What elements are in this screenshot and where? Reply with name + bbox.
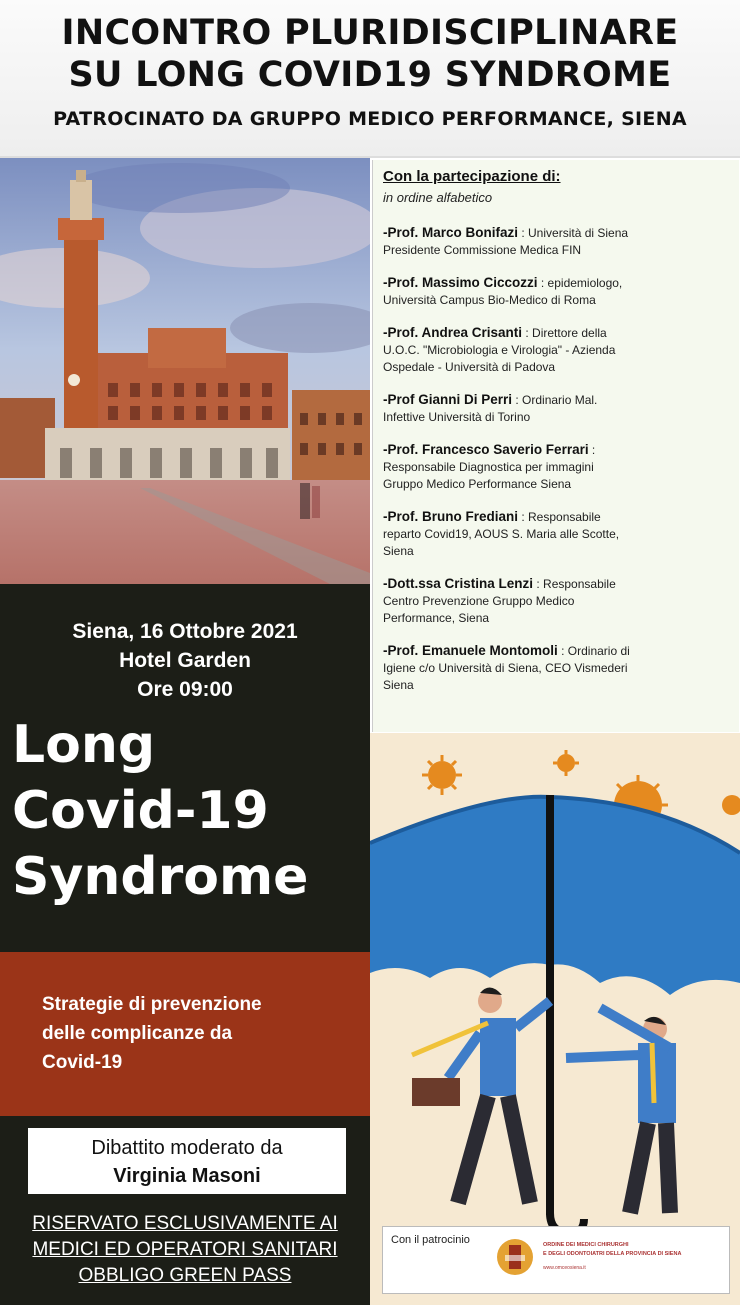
speakers-heading: Con la partecipazione di: xyxy=(383,168,561,185)
event-info xyxy=(0,617,370,704)
speaker-role: : Ordinario Mal. xyxy=(512,393,598,407)
speaker-role: : Responsabile xyxy=(533,577,616,591)
speaker-name: -Prof. Massimo Ciccozzi xyxy=(383,275,538,290)
siena-piazza-photo xyxy=(0,158,370,584)
banner-line-1: Strategie di prevenzione xyxy=(42,994,262,1015)
speaker-role: : Università di Siena xyxy=(518,226,629,240)
speaker-item xyxy=(383,441,733,493)
patronage-label: Con il patrocinio xyxy=(391,1234,470,1246)
speaker-item xyxy=(383,324,733,376)
main-title-line-3: Syndrome xyxy=(12,847,309,907)
speaker-item xyxy=(383,642,733,694)
speaker-item xyxy=(383,274,733,309)
speaker-item xyxy=(383,391,733,426)
speaker-name: -Prof. Andrea Crisanti xyxy=(383,325,523,340)
speaker-role: Igiene c/o Università di Siena, CEO Vismederi xyxy=(383,661,628,675)
speaker-role: Responsabile Diagnostica per immagini xyxy=(383,460,594,474)
speaker-role: : xyxy=(588,443,596,457)
speaker-name: -Prof. Francesco Saverio Ferrari xyxy=(383,442,589,457)
notice-line-1: RISERVATO ESCLUSIVAMENTE AI xyxy=(32,1213,338,1234)
moderator-name: Virginia Masoni xyxy=(113,1165,261,1187)
title-line-2: SU LONG COVID19 SYNDROME xyxy=(68,55,672,95)
patronage-org-line-2: E DEGLI ODONTOIATRI DELLA PROVINCIA DI SIENA xyxy=(543,1251,682,1257)
main-title-line-1: Long xyxy=(12,715,156,775)
speaker-role: U.O.C. "Microbiologia e Virologia" - Azienda xyxy=(383,343,616,357)
speaker-name: -Prof. Marco Bonifazi xyxy=(383,225,519,240)
speaker-role: : Ordinario di xyxy=(557,644,630,658)
speaker-role: Performance, Siena xyxy=(383,611,490,625)
speaker-role: Centro Prevenzione Gruppo Medico xyxy=(383,594,575,608)
moderator-label: Dibattito moderato da xyxy=(91,1137,283,1159)
main-title xyxy=(12,712,308,910)
event-time: Ore 09:00 xyxy=(137,678,233,701)
speaker-role: reparto Covid19, AOUS S. Maria alle Scotte, xyxy=(383,527,620,541)
speaker-name: -Prof. Bruno Frediani xyxy=(383,509,518,524)
reserved-notice xyxy=(0,1211,370,1289)
notice-line-3: OBBLIGO GREEN PASS xyxy=(78,1265,292,1286)
main-title-line-2: Covid-19 xyxy=(12,781,269,841)
speaker-role: Gruppo Medico Performance Siena xyxy=(383,477,572,491)
speakers-panel xyxy=(372,160,739,732)
patronage-org xyxy=(543,1241,681,1259)
subtitle: PATROCINATO DA GRUPPO MEDICO PERFORMANCE, SIENA xyxy=(53,108,687,130)
businessman-right xyxy=(566,1008,676,1213)
event-venue: Hotel Garden xyxy=(119,649,251,672)
umbrella-illustration xyxy=(370,733,740,1305)
speaker-role: : epidemiologo, xyxy=(537,276,623,290)
speaker-role: : Direttore della xyxy=(522,326,607,340)
speaker-item xyxy=(383,224,733,259)
notice-line-2: MEDICI ED OPERATORI SANITARI xyxy=(32,1239,338,1260)
banner-line-3: Covid-19 xyxy=(42,1052,123,1073)
speaker-role: : Responsabile xyxy=(518,510,601,524)
speaker-item xyxy=(383,575,733,627)
patronage-box xyxy=(382,1226,730,1294)
patronage-org-line-1: ORDINE DEI MEDICI CHIRURGHI xyxy=(543,1242,629,1248)
event-date: Siena, 16 Ottobre 2021 xyxy=(72,620,298,643)
businessman-left xyxy=(412,987,550,1203)
banner-text xyxy=(42,990,362,1077)
patronage-url: www.omceosiena.it xyxy=(543,1265,586,1271)
omceo-logo-icon xyxy=(495,1237,535,1282)
speakers-subheading: in ordine alfabetico xyxy=(383,190,493,205)
speaker-name: -Dott.ssa Cristina Lenzi xyxy=(383,576,534,591)
speaker-name: -Prof Gianni Di Perri xyxy=(383,392,513,407)
speaker-role: Università Campus Bio-Medico di Roma xyxy=(383,293,596,307)
speaker-role: Siena xyxy=(383,678,414,692)
speaker-item xyxy=(383,508,733,560)
speaker-name: -Prof. Emanuele Montomoli xyxy=(383,643,558,658)
moderator-box xyxy=(28,1128,346,1194)
speaker-role: Ospedale - Università di Padova xyxy=(383,360,556,374)
speaker-role: Infettive Università di Torino xyxy=(383,410,531,424)
speakers-list xyxy=(383,224,733,709)
poster-header xyxy=(0,0,740,158)
speaker-role: Presidente Commissione Medica FIN xyxy=(383,243,582,257)
speaker-role: Siena xyxy=(383,544,414,558)
title-line-1: INCONTRO PLURIDISCIPLINARE xyxy=(61,13,679,53)
banner-line-2: delle complicanze da xyxy=(42,1023,233,1044)
